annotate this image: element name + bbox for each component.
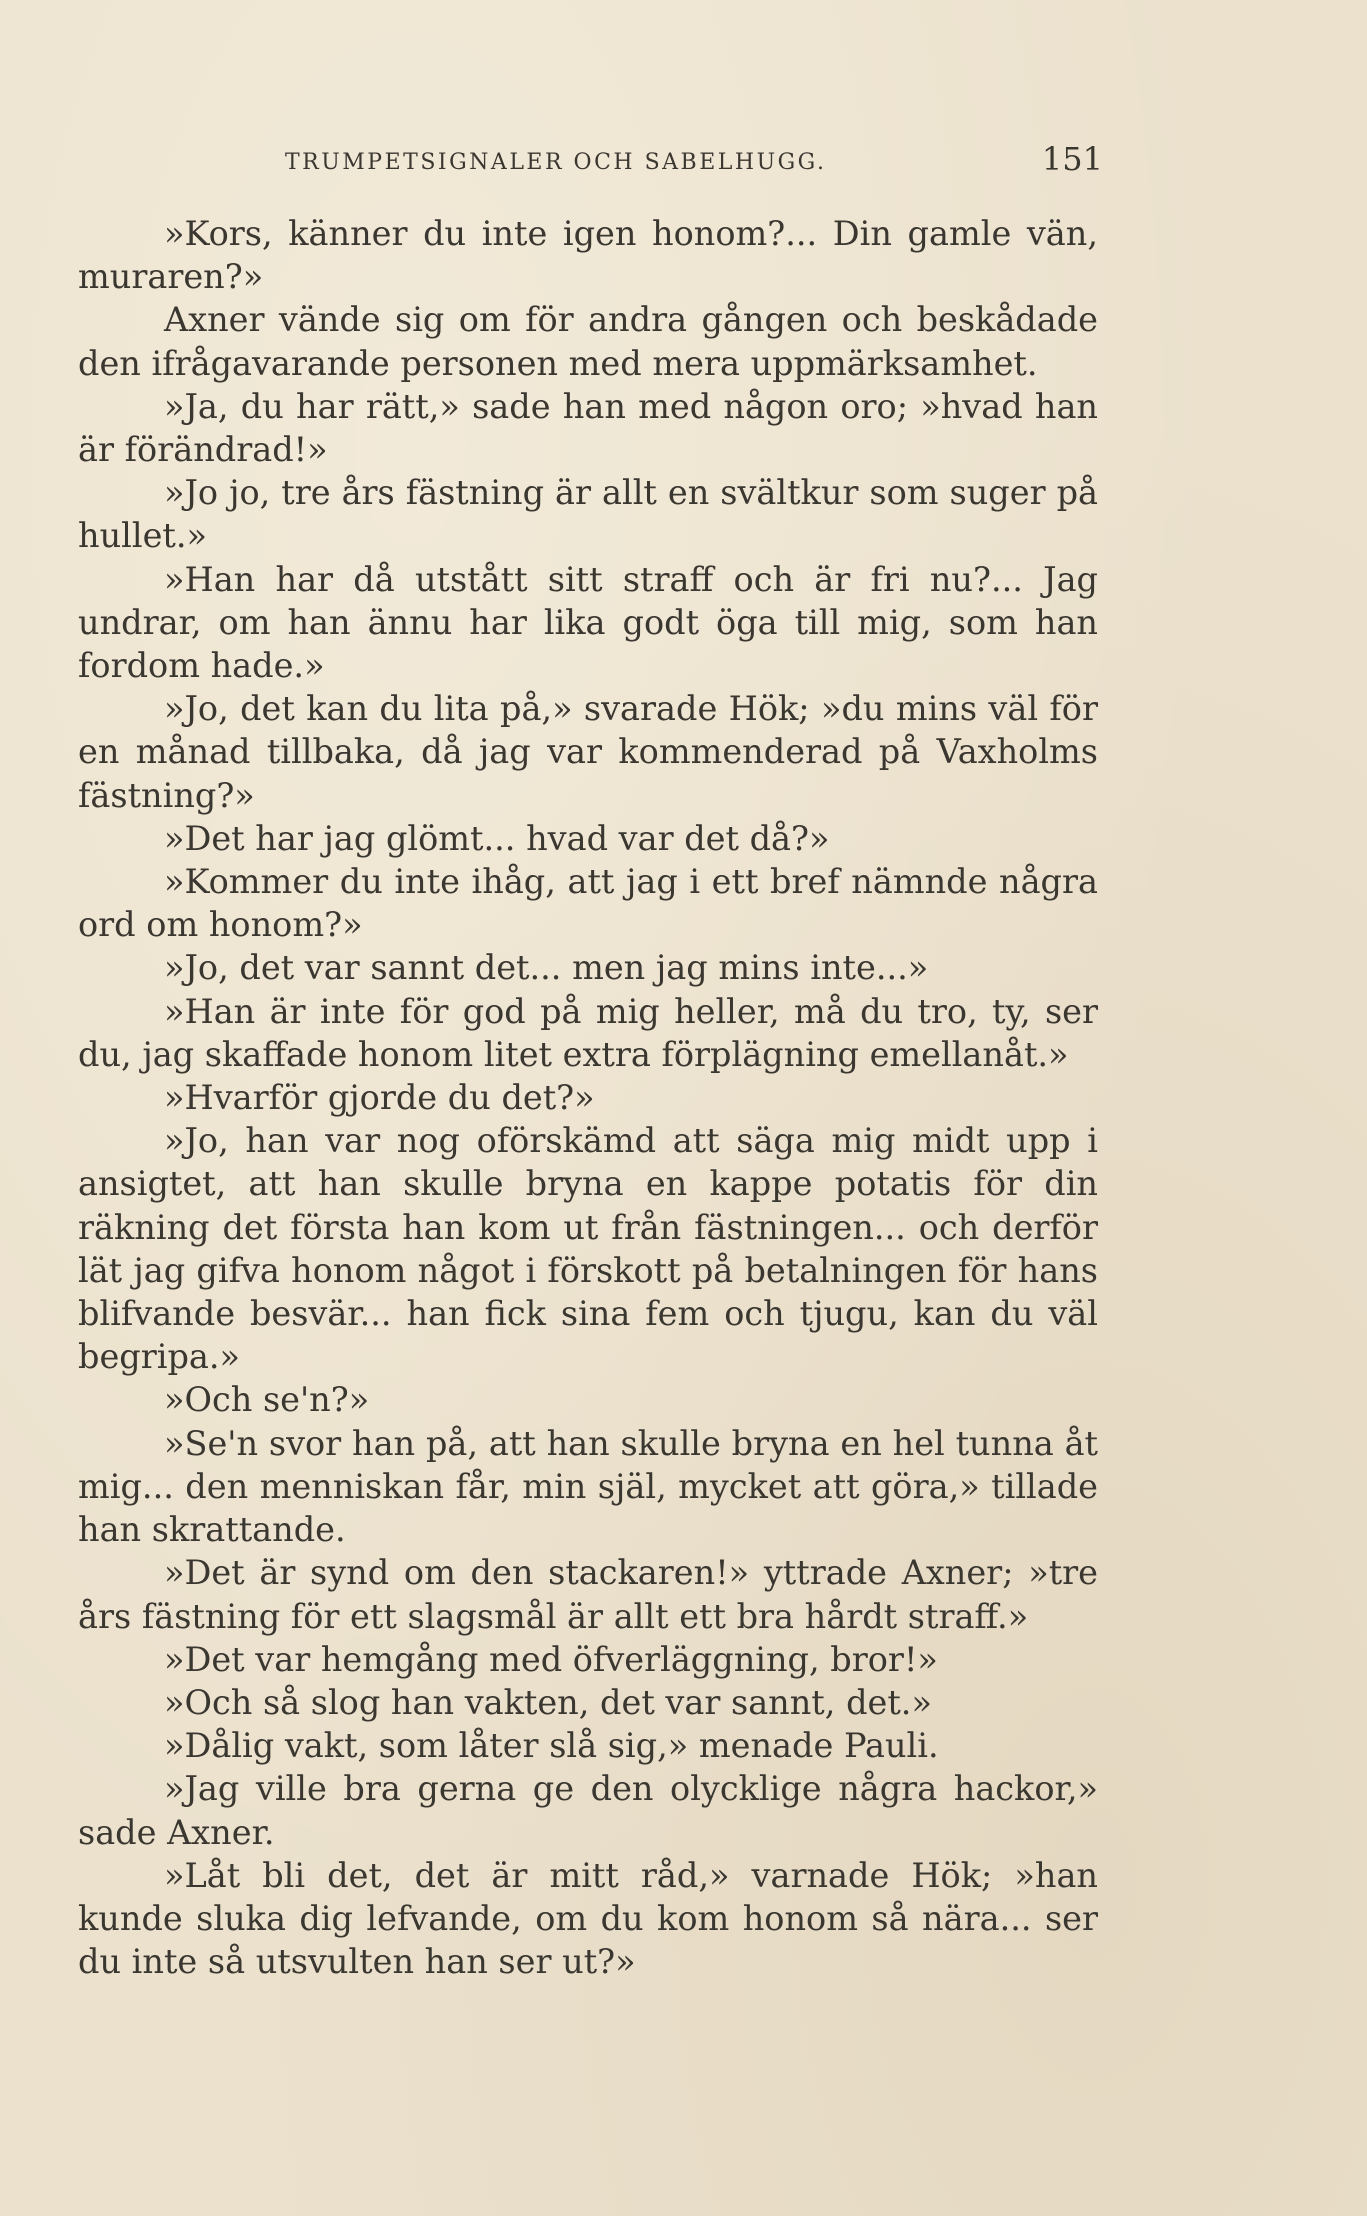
paragraph: »Kommer du inte ihåg, att jag i ett bref nämnde några ord om honom?» <box>78 862 1098 945</box>
paragraph: »Jo, det var sannt det... men jag mins inte...» <box>164 948 929 988</box>
running-title: TRUMPETSIGNALER OCH SABELHUGG. <box>285 150 827 175</box>
paragraph: »Hvarför gjorde du det?» <box>164 1078 595 1118</box>
paragraph: »Och så slog han vakten, det var sannt, det.» <box>164 1682 932 1722</box>
paragraph: »Kors, känner du inte igen honom?... Din gamle vän, muraren?» <box>78 214 1098 297</box>
paragraph: »Det är synd om den stackaren!» yttrade Axner; »tre års fästning för ett slagsmål är allt ett bra hårdt straff.» <box>78 1553 1098 1636</box>
paragraph: »Ja, du har rätt,» sade han med någon oro; »hvad han är förändrad!» <box>78 386 1098 470</box>
body-text <box>78 212 1098 1983</box>
paragraph: Axner vände sig om för andra gången och beskådade den ifrågavarande personen med mera uppmärksamhet. <box>78 300 1098 383</box>
paragraph: »Dålig vakt, som låter slå sig,» menade Pauli. <box>164 1726 939 1766</box>
paragraph: »Det har jag glömt... hvad var det då?» <box>164 818 830 858</box>
paragraph: »Jo, han var nog oförskämd att säga mig midt upp i ansigtet, att han skulle bryna en kappe potatis för din räkning det första han kom ut från fästningen... och derför lät jag gifva honom något i förskott på betalningen för hans blifvande besvär... han fick sina fem och tjugu, kan du väl begripa.» <box>78 1121 1098 1377</box>
paragraph: »Och se'n?» <box>164 1380 370 1420</box>
page-number: 151 <box>1041 140 1103 178</box>
paragraph: »Jo, det kan du lita på,» svarade Hök; »du mins väl för en månad tillbaka, då jag var kommenderad på Vaxholms fästning?» <box>78 689 1098 815</box>
paragraph: »Det var hemgång med öfverläggning, bror!» <box>164 1639 938 1679</box>
page-header <box>285 140 1105 180</box>
paragraph: »Han är inte för god på mig heller, må du tro, ty, ser du, jag skaffade honom litet extra förplägning emellanåt.» <box>78 991 1098 1074</box>
paragraph: »Låt bli det, det är mitt råd,» varnade Hök; »han kunde sluka dig lefvande, om du kom honom så nära... ser du inte så utsvulten han ser ut?» <box>78 1855 1098 1982</box>
paragraph: »Han har då utstått sitt straff och är fri nu?... Jag undrar, om han ännu har lika godt öga till mig, som han fordom hade.» <box>78 559 1098 686</box>
paragraph: »Jo jo, tre års fästning är allt en svältkur som suger på hullet.» <box>78 473 1098 556</box>
paragraph: »Se'n svor han på, att han skulle bryna en hel tunna åt mig... den menniskan får, min själ, mycket att göra,» tillade han skrattande. <box>78 1423 1098 1550</box>
paragraph: »Jag ville bra gerna ge den olycklige några hackor,» sade Axner. <box>78 1769 1098 1852</box>
